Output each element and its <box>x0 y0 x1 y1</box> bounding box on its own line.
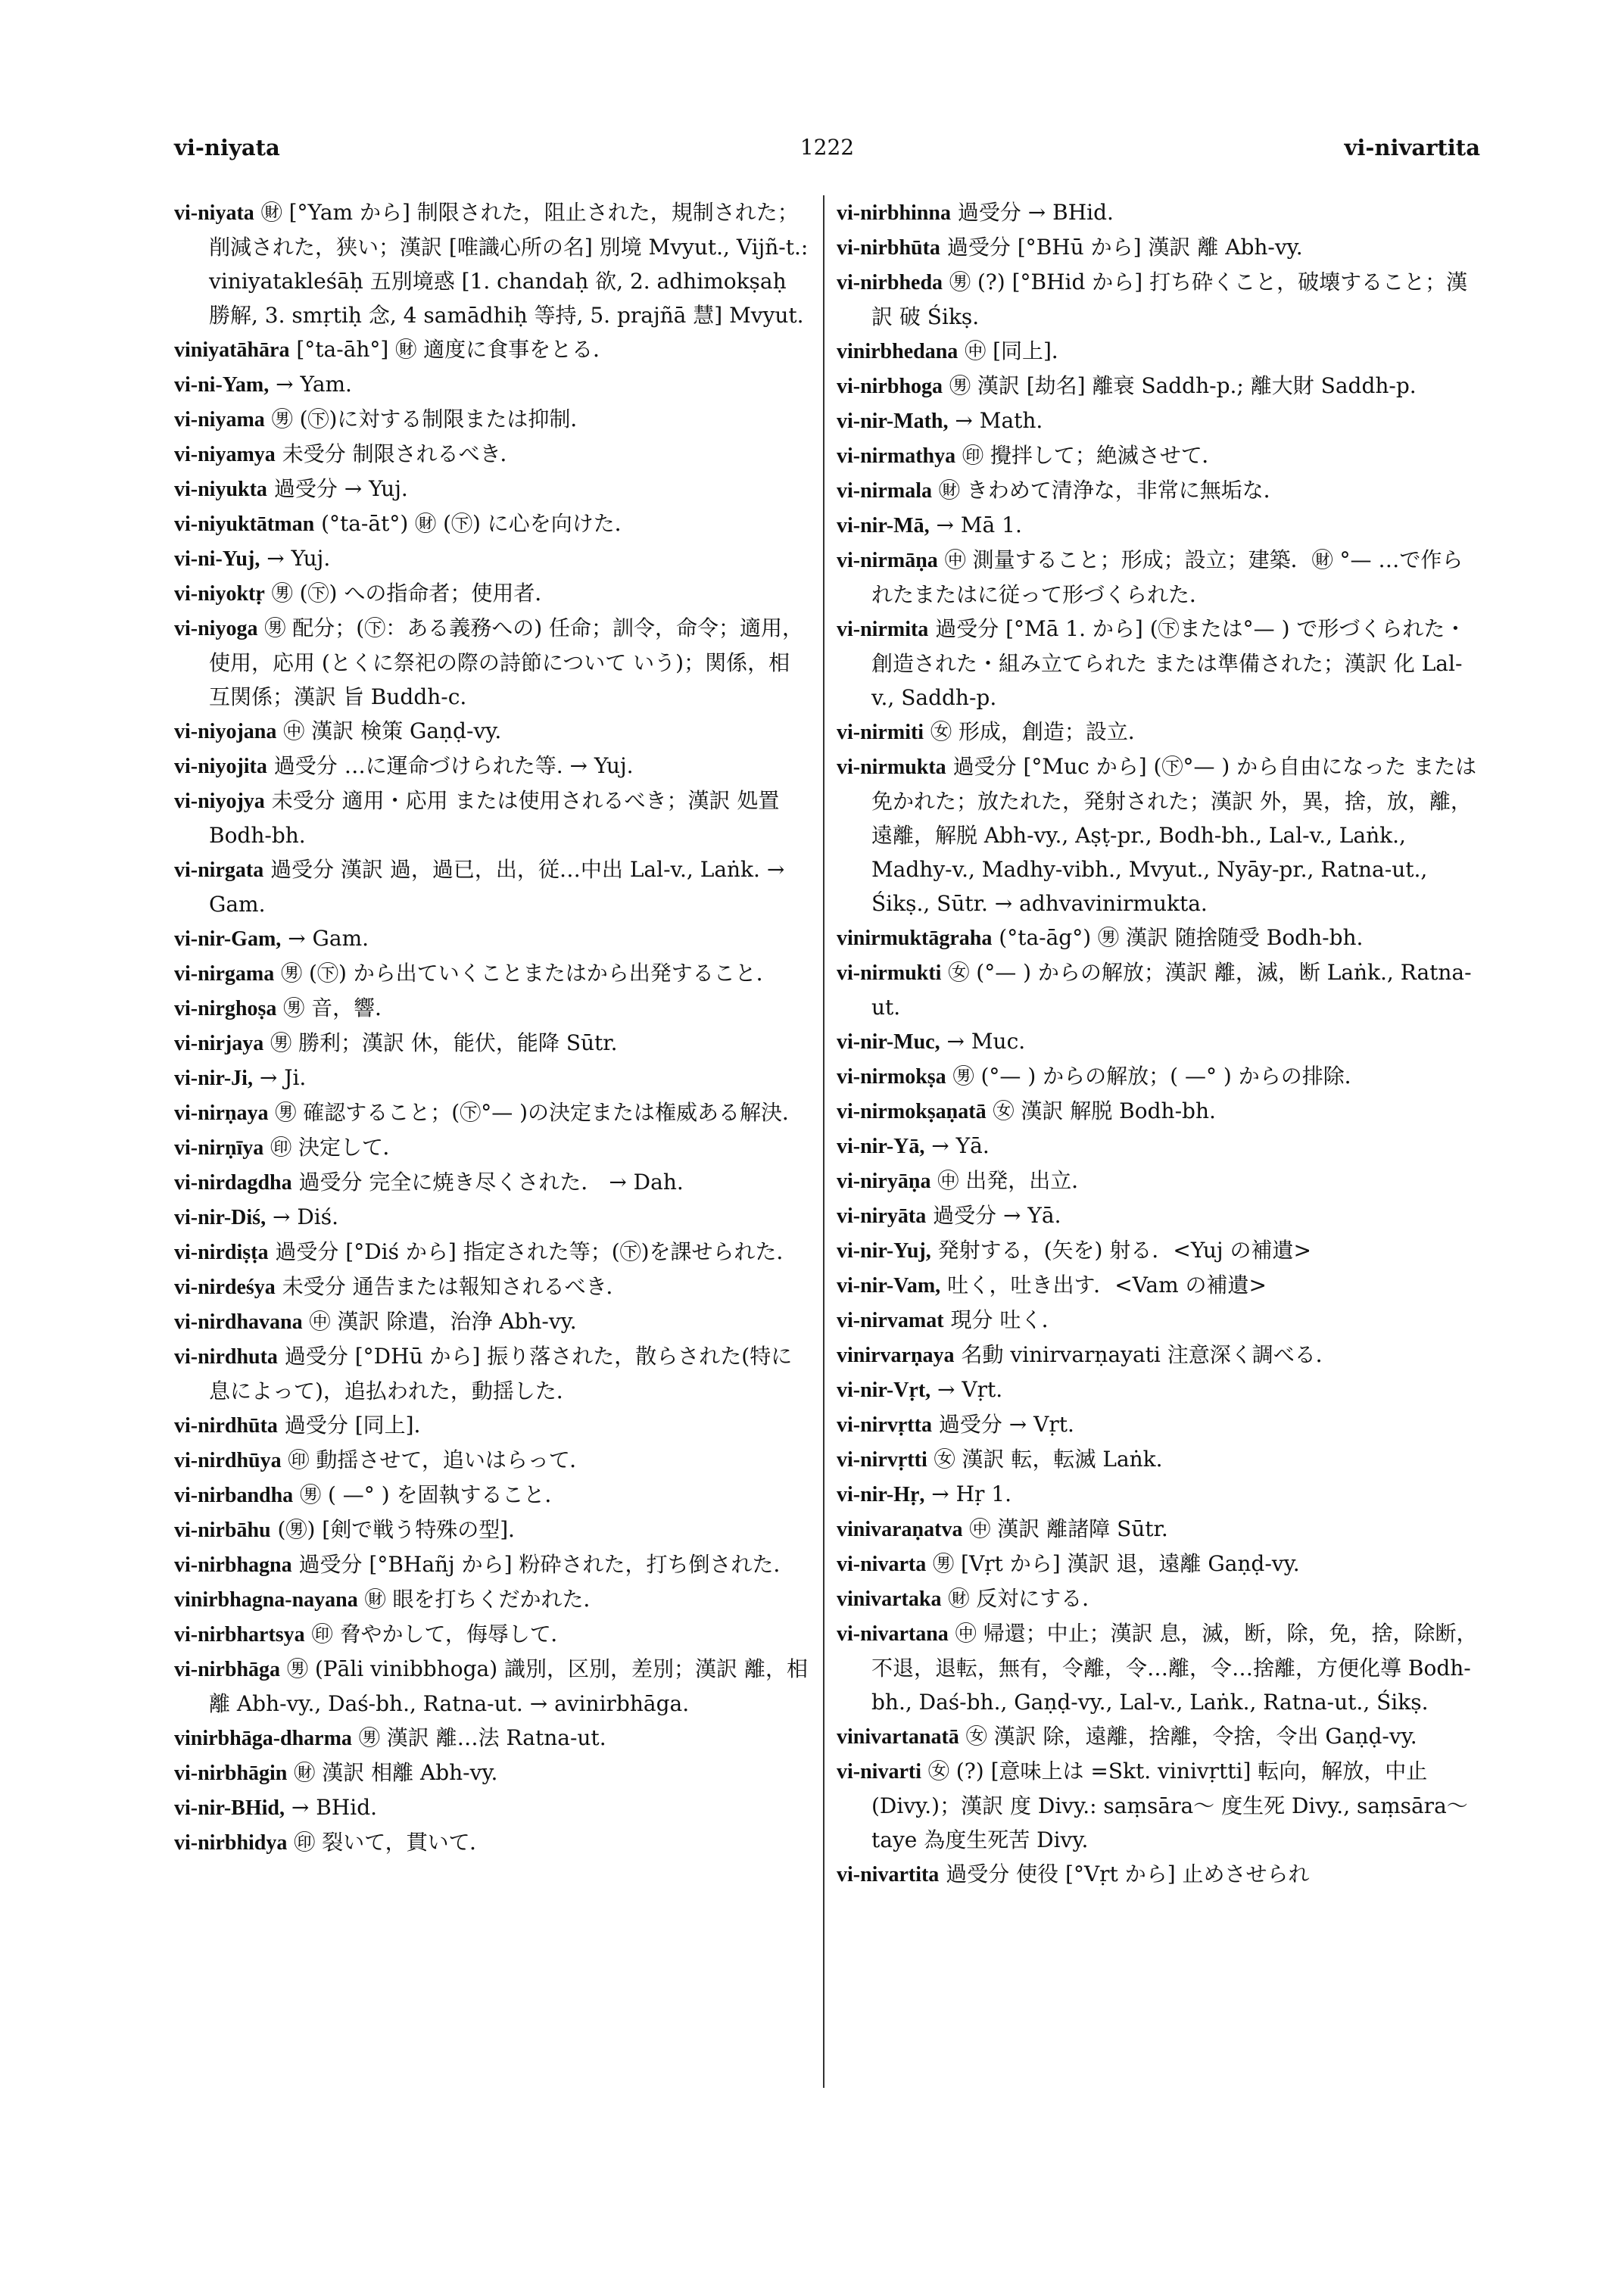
entry-headword: vi-niyojya <box>174 790 265 813</box>
entry-definition: (°ta-āt°) ㊖ (㊦) に心を向けた． <box>321 511 636 536</box>
entry-definition: ㊥ 漢訳 検策 Gaṇḍ-vy. <box>283 718 502 743</box>
entry-definition: ㊥ [同上]． <box>965 338 1073 363</box>
entry-definition: ㊛ (°— ) からの解放；漢訳 離，滅，断 Laṅk., Ratna-ut. <box>871 960 1472 1020</box>
dictionary-entry <box>174 1130 810 1165</box>
entry-definition: 過受分 → Vṛt. <box>938 1412 1074 1437</box>
entry-headword: vinirbhāga-dharma <box>174 1727 352 1750</box>
entry-definition: ㊥ 帰還；中止；漢訳 息，滅，断，除，免，捨，除断，不退，退転，無有，令離，令…離，令…捨離，方便化導 Bodh-bh., Daś-bh., Gaṇḍ-vy., Lal-v., Laṅk., Ratna-ut., Śikṣ. <box>871 1621 1478 1715</box>
entry-headword: vinirmuktāgraha <box>837 927 993 950</box>
entry-definition: 過受分 [°BHū から] 漢訳 離 Abh-vy. <box>946 235 1303 260</box>
entry-headword: vi-nir-Ji, <box>174 1067 253 1090</box>
entry-headword: viniyatāhāra <box>174 338 290 362</box>
entry-definition: 未受分 制限されるべき． <box>282 441 522 466</box>
dictionary-entry <box>837 230 1480 265</box>
entry-headword: vi-nirdhūta <box>174 1414 278 1438</box>
entry-headword: vi-nirbhāga <box>174 1658 281 1681</box>
dictionary-entry <box>837 1407 1480 1442</box>
entry-headword: vinirbhedana <box>837 340 959 363</box>
dictionary-entry <box>174 784 810 852</box>
entry-definition: ㊚ (㊦) への指命者；使用者． <box>271 581 556 606</box>
entry-definition: 名動 vinirvarṇayati 注意深く調べる． <box>961 1342 1337 1367</box>
dictionary-entry <box>174 1825 810 1860</box>
entry-definition: ㊖ 眼を打ちくだかれた． <box>364 1587 605 1612</box>
dictionary-entry <box>174 1513 810 1547</box>
dictionary-entry <box>174 576 810 611</box>
entry-definition: 過受分 完全に焼き尽くされた． → Dah. <box>298 1170 684 1195</box>
dictionary-entry <box>174 1304 810 1339</box>
dictionary-entry <box>174 1582 810 1617</box>
entry-headword: vi-nirghoṣa <box>174 997 277 1020</box>
dictionary-entry <box>837 1616 1480 1719</box>
dictionary-entry <box>837 1164 1480 1198</box>
entry-definition: → Math. <box>955 408 1043 433</box>
entry-definition: ㊖ きわめて清浄な，非常に無垢な． <box>938 478 1285 503</box>
entry-headword: vi-nirmukta <box>837 756 946 779</box>
entry-definition: ㊚ [Vṛt から] 漢訳 退，遠離 Gaṇḍ-vy. <box>933 1551 1300 1576</box>
entry-headword: vi-nir-Math, <box>837 410 949 433</box>
entry-definition: → Vṛt. <box>937 1377 1003 1402</box>
entry-headword: vi-nirbhāgin <box>174 1762 288 1785</box>
entry-definition: 吐く，吐き出す．<Vam の補遺> <box>947 1273 1267 1298</box>
right-column <box>837 195 1480 1892</box>
entry-headword: vi-nir-Yā, <box>837 1135 925 1158</box>
dictionary-entry <box>174 1235 810 1270</box>
entry-definition: (°ta-āg°) ㊚ 漢訳 随捨随受 Bodh-bh. <box>999 925 1364 950</box>
entry-definition: 過受分 [同上]． <box>284 1413 435 1438</box>
entry-definition: 未受分 適用・応用 または使用されるべき；漢訳 処置 Bodh-bh. <box>209 788 780 848</box>
entry-headword: vi-nirmiti <box>837 721 924 744</box>
entry-definition: ㊖ 漢訳 相離 Abh-vy. <box>294 1760 498 1785</box>
entry-definition: [°ta-āh°] ㊖ 適度に食事をとる． <box>296 337 615 362</box>
dictionary-entry <box>174 367 810 402</box>
entry-definition: 過受分 → Yuj. <box>273 476 408 501</box>
entry-definition: 過受分 漢訳 過，過已，出，従…中出 Lal-v., Laṅk. → Gam. <box>209 857 785 917</box>
entry-definition: ㊚ (㊦) から出ていくことまたはから出発すること． <box>281 961 778 986</box>
entry-definition: ㊚ (°— ) からの解放；( —° ) からの排除． <box>952 1064 1366 1089</box>
dictionary-entry <box>174 402 810 437</box>
entry-definition: ㊥ 測量すること；形成；設立；建築．㊖ °— …で作られたまたはに従って形づくられた． <box>871 547 1463 607</box>
entry-definition: 過受分 [°Diś から] 指定された等；(㊦)を課せられた． <box>275 1239 798 1264</box>
entry-headword: vi-nirdeśya <box>174 1276 276 1299</box>
dictionary-entry <box>837 1338 1480 1372</box>
entry-definition: → Hṛ 1. <box>931 1481 1012 1506</box>
entry-definition: 発射する，(矢を) 射る．<Yuj の補遺> <box>937 1238 1311 1263</box>
entry-definition: → Muc. <box>946 1029 1026 1054</box>
entry-definition: 過受分 → Yā. <box>933 1203 1061 1228</box>
entry-definition: ㊞ 動揺させて，追いはらって． <box>288 1447 591 1472</box>
entry-definition: ㊛ 形成，創造；設立． <box>930 719 1149 744</box>
entry-definition: → Yam. <box>276 372 352 397</box>
running-head-left: vi-niyata <box>174 135 280 160</box>
entry-definition: ㊛ (?) [意味上は =Skt. vinivṛtti] 転向，解放，中止 (Divy.)；漢訳 度 Divy.: saṃsāra～ 度生死 Divy., saṃsāra～taye 為度生死苦 Divy. <box>871 1759 1468 1852</box>
entry-headword: vi-niyukta <box>174 478 267 501</box>
dictionary-entry <box>174 749 810 784</box>
entry-headword: vi-nirmala <box>837 479 932 503</box>
entry-headword: vi-niryāṇa <box>837 1170 931 1193</box>
entry-headword: vi-nirbāhu <box>174 1519 271 1542</box>
entry-definition: 未受分 通告または報知されるべき． <box>282 1274 628 1299</box>
dictionary-entry <box>174 472 810 506</box>
entry-headword: vi-nivartita <box>837 1863 940 1886</box>
entry-headword: vi-nirjaya <box>174 1032 264 1055</box>
entry-definition: ㊥ 漢訳 離諸障 Sūtr. <box>969 1516 1168 1541</box>
entry-definition: ㊚ (㊦)に対する制限または抑制． <box>271 407 592 431</box>
entry-headword: vi-nirdhuta <box>174 1345 278 1369</box>
dictionary-entry <box>837 1129 1480 1164</box>
entry-definition: 過受分 [°Muc から] (㊦°— ) から自由になった または免かれた；放たれた，発射された；漢訳 外，異，捨，放，離，遠離，解脱 Abh-vy., Aṣṭ-pr., Bodh-bh., Lal-v., Laṅk., Madhy-v., Madhy-vibh., Mvyut., Nyāy-pr., Ratna-ut., Śikṣ., Sūtr. → adhvavinirmukta. <box>871 754 1477 916</box>
dictionary-entry <box>837 438 1480 473</box>
entry-definition: ㊚ 音，響． <box>283 995 397 1020</box>
dictionary-entry <box>837 612 1480 715</box>
dictionary-entry <box>174 714 810 749</box>
entry-headword: vi-nir-Hṛ, <box>837 1483 925 1506</box>
entry-headword: vi-niyoga <box>174 617 258 640</box>
entry-definition: 過受分 → BHid. <box>957 200 1114 225</box>
entry-headword: vi-nirdagdha <box>174 1171 292 1195</box>
left-column <box>174 195 810 1860</box>
dictionary-entry <box>174 1721 810 1756</box>
dictionary-entry <box>837 1198 1480 1233</box>
entry-definition: ㊞ 脅やかして，侮辱して． <box>311 1622 572 1647</box>
entry-definition: (㊚) [剣で戦う特殊の型]． <box>277 1517 530 1542</box>
entry-headword: vi-nir-Yuj, <box>837 1239 931 1263</box>
entry-headword: vi-niryāta <box>837 1204 927 1228</box>
dictionary-entry <box>174 332 810 367</box>
entry-definition: ㊛ 漢訳 解脱 Bodh-bh. <box>993 1098 1216 1123</box>
dictionary-entry <box>174 1790 810 1825</box>
entry-definition: 過受分 …に運命づけられた等. → Yuj. <box>273 753 634 778</box>
entry-headword: vi-niyama <box>174 408 265 431</box>
entry-definition: → Gam. <box>288 926 369 951</box>
entry-headword: vi-nirdiṣṭa <box>174 1241 269 1264</box>
dictionary-entry <box>174 1165 810 1200</box>
dictionary-entry <box>174 956 810 991</box>
entry-headword: vi-ni-Yam, <box>174 373 270 397</box>
dictionary-entry <box>837 1857 1480 1892</box>
entry-definition: → BHid. <box>291 1795 378 1820</box>
entry-headword: vi-nirṇaya <box>174 1101 269 1125</box>
dictionary-entry <box>174 541 810 576</box>
entry-headword: vi-niyojana <box>174 720 277 743</box>
entry-headword: vinivartaka <box>837 1587 942 1611</box>
dictionary-entry <box>837 403 1480 438</box>
entry-definition: → Diś. <box>272 1204 339 1229</box>
entry-headword: vi-nirvamat <box>837 1309 944 1332</box>
entry-definition: ㊖ 反対にする． <box>948 1586 1104 1611</box>
entry-headword: vinirvarṇaya <box>837 1344 955 1367</box>
entry-definition: ㊚ 配分；(㊦：ある義務への) 任命；訓令，命令；適用，使用，応用 (とくに祭祀の際の詩節について いう)；関係，相互関係；漢訳 旨 Buddh-c. <box>209 615 804 709</box>
entry-headword: vi-niyuktātman <box>174 512 315 536</box>
dictionary-entry <box>174 1756 810 1790</box>
dictionary-entry <box>174 1200 810 1235</box>
entry-headword: vi-nir-Gam, <box>174 927 282 951</box>
entry-definition: → Yā. <box>931 1133 990 1158</box>
entry-headword: vi-nir-Muc, <box>837 1030 940 1054</box>
entry-headword: vi-nirmāṇa <box>837 549 938 572</box>
dictionary-entry <box>837 1059 1480 1094</box>
dictionary-entry <box>174 1617 810 1652</box>
running-head-right: vi-nivartita <box>1344 135 1480 160</box>
dictionary-entry <box>837 1372 1480 1407</box>
dictionary-entry <box>837 955 1480 1024</box>
dictionary-entry <box>837 1547 1480 1581</box>
dictionary-entry <box>837 1268 1480 1303</box>
dictionary-entry <box>837 369 1480 403</box>
entry-definition: 過受分 [°DHū から] 振り落された，散らされた(特に息によって)，追払われた，動揺した． <box>209 1344 793 1404</box>
entry-headword: vi-nirvṛtta <box>837 1413 932 1437</box>
dictionary-entry <box>837 1477 1480 1512</box>
dictionary-entry <box>837 1024 1480 1059</box>
entry-headword: vinirbhagna-nayana <box>174 1588 358 1612</box>
dictionary-entry <box>174 195 810 332</box>
dictionary-entry <box>837 1581 1480 1616</box>
dictionary-entry <box>174 1339 810 1408</box>
dictionary-entry <box>174 1408 810 1443</box>
entry-headword: vi-ni-Yuj, <box>174 547 260 571</box>
dictionary-entry <box>837 473 1480 508</box>
entry-headword: vi-nir-BHid, <box>174 1796 285 1820</box>
dictionary-entry <box>174 1478 810 1513</box>
dictionary-entry <box>837 195 1480 230</box>
entry-definition: ㊚ 漢訳 [劫名] 離衰 Saddh-p.; 離大財 Saddh-p. <box>949 373 1417 398</box>
entry-headword: vi-nivarta <box>837 1553 927 1576</box>
entry-definition: ㊚ 勝利；漢訳 休，能伏，能降 Sūtr. <box>270 1030 618 1055</box>
entry-definition: ㊥ 漢訳 除遣，治浄 Abh-vy. <box>309 1309 577 1334</box>
entry-definition: → Mā 1. <box>936 512 1022 537</box>
entry-headword: vi-nirṇīya <box>174 1136 264 1160</box>
entry-headword: vi-nirbhinna <box>837 201 951 225</box>
entry-headword: vi-nirdhūya <box>174 1449 282 1472</box>
dictionary-entry <box>837 334 1480 369</box>
entry-definition: ㊖ [°Yam から] 制限された，阻止された，規制された；削減された，狭い；漢訳 [唯識心所の名] 別境 Mvyut., Vijñ-t.: viniyatakleśāḥ 五別境惑 [1. chandaḥ 欲, 2. adhimokṣaḥ 勝解, 3. smṛtiḥ 念, 4 samādhiḥ 等持, 5. prajñā 慧] Mvyut. <box>209 200 809 328</box>
entry-definition: 過受分 [°BHañj から] 粉砕された，打ち倒された． <box>298 1552 795 1577</box>
dictionary-entry <box>837 1754 1480 1857</box>
entry-headword: vi-nirgata <box>174 858 264 882</box>
entry-definition: ㊞ 攪拌して；絶滅させて． <box>962 443 1223 468</box>
dictionary-entry <box>837 921 1480 955</box>
entry-headword: vi-nirdhavana <box>174 1310 303 1334</box>
dictionary-entry <box>174 1547 810 1582</box>
dictionary-entry <box>174 921 810 956</box>
page-number: 1222 <box>800 135 855 160</box>
dictionary-entry <box>174 1026 810 1061</box>
entry-headword: vi-nirgama <box>174 962 275 986</box>
entry-headword: vi-nirbhūta <box>837 236 940 260</box>
entry-definition: 現分 吐く． <box>950 1307 1063 1332</box>
dictionary-entry <box>837 1233 1480 1268</box>
entry-headword: vi-nirbhoga <box>837 375 943 398</box>
entry-headword: vi-niyamya <box>174 443 276 466</box>
page-header <box>174 135 1480 173</box>
dictionary-entry <box>837 715 1480 749</box>
dictionary-entry <box>174 991 810 1026</box>
entry-definition: → Yuj. <box>267 546 331 571</box>
entry-definition: ㊞ 決定して． <box>270 1135 404 1160</box>
entry-definition: ㊞ 裂いて，貫いて． <box>294 1830 491 1855</box>
entry-headword: vi-niyojita <box>174 755 267 778</box>
dictionary-entry <box>837 1303 1480 1338</box>
entry-definition: ㊚ (Pāli vinibbhoga) 識別，区別，差別；漢訳 離，相離 Abh-vy., Daś-bh., Ratna-ut. → avinirbhāga. <box>209 1656 808 1716</box>
entry-definition: ㊚ 確認すること；(㊦°— )の決定または権威ある解決． <box>275 1100 804 1125</box>
entry-headword: vi-nirmokṣaṇatā <box>837 1100 987 1123</box>
entry-definition: ㊛ 漢訳 転，転滅 Laṅk. <box>934 1447 1163 1472</box>
entry-headword: vi-nirbandha <box>174 1484 294 1507</box>
entry-headword: vi-nir-Mā, <box>837 514 930 537</box>
entry-definition: ㊚ ( —° ) を固執すること． <box>300 1482 566 1507</box>
entry-headword: vi-nirbhagna <box>174 1553 292 1577</box>
dictionary-entry <box>174 1443 810 1478</box>
entry-definition: 過受分 [°Mā 1. から] (㊦または°— ) で形づくられた・創造された・組み立てられた または準備された；漢訳 化 Lal-v., Saddh-p. <box>871 616 1467 710</box>
column-divider <box>823 195 824 2088</box>
entry-definition: ㊚ 漢訳 離…法 Ratna-ut. <box>358 1725 606 1750</box>
dictionary-entry <box>837 265 1480 334</box>
dictionary-entry <box>837 543 1480 612</box>
entry-headword: vi-nivarti <box>837 1760 921 1784</box>
entry-headword: vi-nirmathya <box>837 444 956 468</box>
entry-headword: vi-nivartana <box>837 1622 949 1646</box>
dictionary-entry <box>837 1442 1480 1477</box>
entry-definition: ㊛ 漢訳 除，遠離，捨離，令捨，令出 Gaṇḍ-vy. <box>965 1724 1417 1749</box>
entry-headword: vi-nir-Vam, <box>837 1274 941 1298</box>
entry-headword: vi-nirmokṣa <box>837 1065 946 1089</box>
entry-headword: vi-niyata <box>174 201 254 225</box>
entry-definition: ㊥ 出発，出立． <box>937 1168 1093 1193</box>
dictionary-entry <box>837 508 1480 543</box>
entry-headword: vi-nirmita <box>837 618 929 641</box>
dictionary-entry <box>837 749 1480 921</box>
entry-definition: ㊚ (?) [°BHid から] 打ち砕くこと，破壊すること；漢訳 破 Śikṣ. <box>871 269 1468 329</box>
dictionary-entry <box>174 852 810 921</box>
dictionary-entry <box>837 1512 1480 1547</box>
dictionary-entry <box>174 611 810 714</box>
entry-headword: vinivaraṇatva <box>837 1518 963 1541</box>
dictionary-entry <box>174 437 810 472</box>
entry-headword: vinivartanatā <box>837 1725 959 1749</box>
entry-headword: vi-nirbhartsya <box>174 1623 305 1647</box>
entry-headword: vi-nir-Vṛt, <box>837 1379 931 1402</box>
entry-headword: vi-nirvṛtti <box>837 1448 927 1472</box>
entry-headword: vi-nirbheda <box>837 271 943 294</box>
entry-definition: 過受分 使役 [°Vṛt から] 止めさせられ <box>946 1862 1310 1886</box>
dictionary-entry <box>174 1270 810 1304</box>
entry-definition: → Ji. <box>259 1065 307 1090</box>
entry-headword: vi-nirbhidya <box>174 1831 288 1855</box>
entry-headword: vi-nir-Diś, <box>174 1206 267 1229</box>
dictionary-entry <box>174 506 810 541</box>
dictionary-entry <box>174 1061 810 1095</box>
dictionary-entry <box>174 1652 810 1721</box>
dictionary-entry <box>837 1719 1480 1754</box>
dictionary-entry <box>174 1095 810 1130</box>
entry-headword: vi-niyoktṛ <box>174 582 265 606</box>
dictionary-entry <box>837 1094 1480 1129</box>
entry-headword: vi-nirmukti <box>837 961 942 985</box>
